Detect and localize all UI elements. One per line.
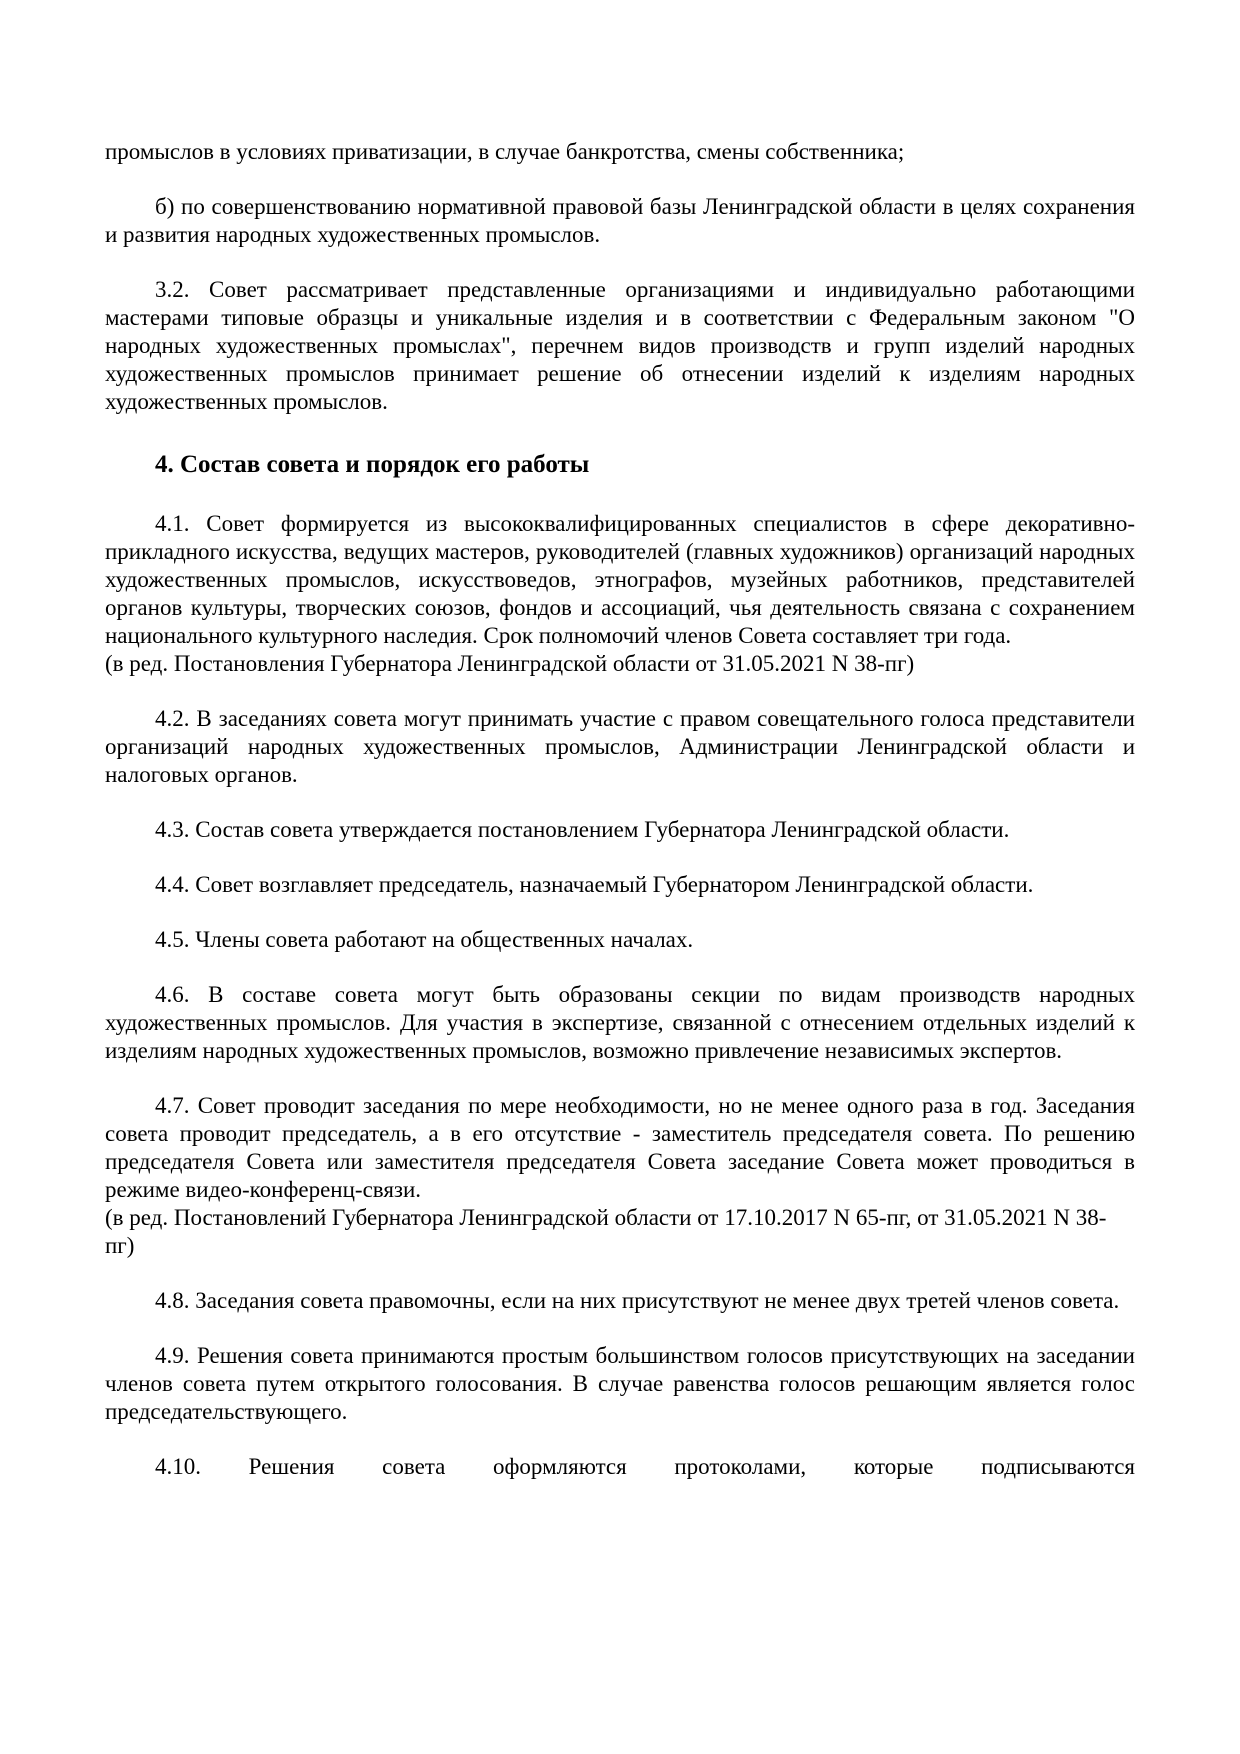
- paragraph-3-2: 3.2. Совет рассматривает представленные организациями и индивидуально работающими мастерами типовые образцы и уникальные изделия и в соответствии с Федеральным законом "О народных художественных промыслах", перечнем видов производств и групп изделий народных художественных промыслов принимает решение об отнесении изделий к изделиям народных художественных промыслов.: [105, 277, 1135, 414]
- amendment-note-4-7: (в ред. Постановлений Губернатора Ленинградской области от 17.10.2017 N 65-пг, от 31.05.2021 N 38-пг): [105, 1205, 1107, 1258]
- paragraph-4-3: 4.3. Состав совета утверждается постановлением Губернатора Ленинградской области.: [155, 817, 1010, 842]
- section-heading-4: 4. Состав совета и порядок его работы: [155, 451, 590, 478]
- paragraph-4-10: 4.10. Решения совета оформляются протоколами, которые подписываются: [155, 1454, 1135, 1479]
- paragraph-item-b: б) по совершенствованию нормативной правовой базы Ленинградской области в целях сохранения и развития народных художественных промыслов.: [105, 194, 1135, 247]
- paragraph-4-4: 4.4. Совет возглавляет председатель, назначаемый Губернатором Ленинградской области.: [155, 872, 1034, 897]
- paragraph-4-9: 4.9. Решения совета принимаются простым большинством голосов присутствующих на заседании членов совета путем открытого голосования. В случае равенства голосов решающим является голос председательствующего.: [105, 1343, 1135, 1424]
- paragraph-4-1: 4.1. Совет формируется из высококвалифицированных специалистов в сфере декоративно-прикладного искусства, ведущих мастеров, руководителей (главных художников) организаций народных художественных промыслов, искусствоведов, этнографов, музейных работников, представителей органов культуры, творческих союзов, фондов и ассоциаций, чья деятельность связана с сохранением национального культурного наследия. Срок полномочий членов Совета составляет три года.: [105, 511, 1135, 648]
- amendment-note-4-1: (в ред. Постановления Губернатора Ленинградской области от 31.05.2021 N 38-пг): [105, 651, 915, 676]
- paragraph-4-5: 4.5. Члены совета работают на общественных началах.: [155, 927, 694, 952]
- paragraph-fragment-continuation: промыслов в условиях приватизации, в случае банкротства, смены собственника;: [105, 139, 905, 164]
- paragraph-4-8: 4.8. Заседания совета правомочны, если на них присутствуют не менее двух третей членов совета.: [155, 1288, 1120, 1313]
- paragraph-4-2: 4.2. В заседаниях совета могут принимать участие с правом совещательного голоса представители организаций народных художественных промыслов, Администрации Ленинградской области и налоговых органов.: [105, 706, 1135, 787]
- paragraph-4-7: 4.7. Совет проводит заседания по мере необходимости, но не менее одного раза в год. Заседания совета проводит председатель, а в его отсутствие - заместитель председателя совета. По решению председателя Совета или заместителя председателя Совета заседание Совета может проводиться в режиме видео-конференц-связи.: [105, 1093, 1135, 1202]
- paragraph-4-6: 4.6. В составе совета могут быть образованы секции по видам производств народных художественных промыслов. Для участия в экспертизе, связанной с отнесением отдельных изделий к изделиям народных художественных промыслов, возможно привлечение независимых экспертов.: [105, 982, 1135, 1063]
